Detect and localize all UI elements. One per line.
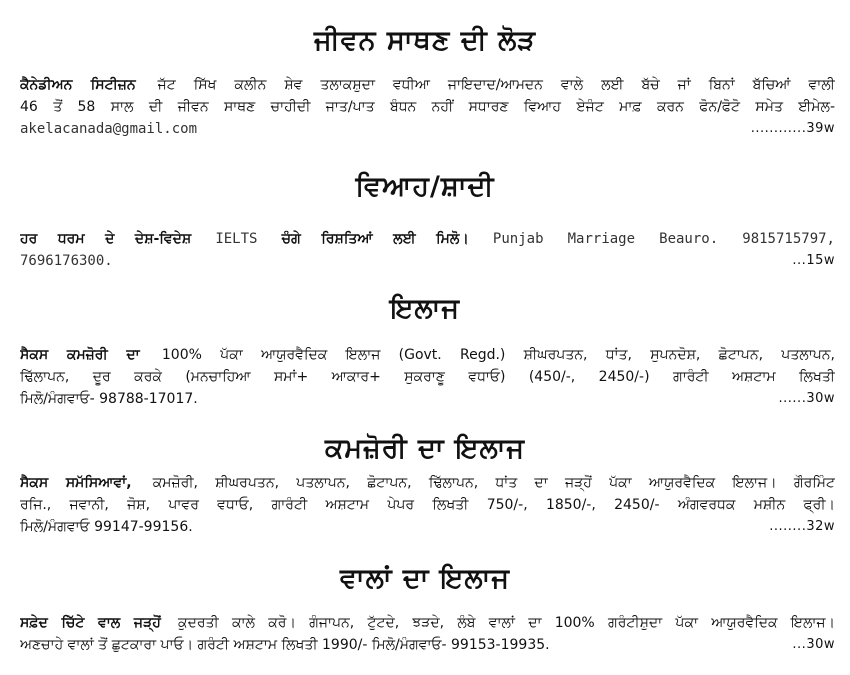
ad-contact: ਅਣਚਾਹੇ ਵਾਲਾਂ ਤੋਂ ਛੁਟਕਾਰਾ ਪਾਓ। ਗਰੰਟੀ ਅਸ਼ਟਾਮ ਲਿਖਤੀ 1990/- ਮਿਲੋ/ਮੰਗਵਾਓ- 99153-19935. — [20, 637, 550, 653]
ad-line: 100% ਪੱਕਾ ਆਯੁਰਵੈਦਿਕ ਇਲਾਜ (Govt. Regd.) ਸ਼ੀਘਰਪਤਨ, ਧਾਂਤ, ਸੁਪਨਦੋਸ਼, ਛੋਟਾਪਨ, ਪਤਲਾਪਨ, — [161, 347, 835, 363]
ad-line: ਕਮਜ਼ੋਰੀ, ਸ਼ੀਘਰਪਤਨ, ਪਤਲਾਪਨ, ਛੋਟਾਪਨ, ਢਿੱਲਾਪਨ, ਧਾਂਤ ਦਾ ਜੜ੍ਹੋਂ ਪੱਕਾ ਆਯੁਰਵੈਦਿਕ ਇਲਾਜ। ਗੌਰਮਿੰਟ — [152, 475, 835, 491]
section-heading-marriage: ਵਿਆਹ/ਸ਼ਾਦੀ — [355, 171, 495, 202]
ad-text: IELTS — [215, 231, 258, 247]
ad-lead: ਕੈਨੇਡੀਅਨ ਸਿਟੀਜ਼ਨ — [20, 77, 136, 93]
ad-ref-code: ......30w — [778, 391, 835, 406]
ad-marriage — [20, 228, 835, 272]
ad-lead: ਸਫ਼ੇਦ ਚਿੱਟੇ ਵਾਲ ਜੜ੍ਹੋਂ — [20, 615, 161, 631]
section-heading-hair-treatment: ਵਾਲਾਂ ਦਾ ਇਲਾਜ — [340, 563, 510, 594]
email-link[interactable]: akelacanada@gmail.com — [20, 121, 198, 137]
section-heading-weakness-treatment: ਕਮਜ਼ੋਰੀ ਦਾ ਇਲਾਜ — [324, 433, 526, 464]
ad-life-partner — [20, 74, 835, 140]
ad-hair-treatment — [20, 612, 835, 656]
ad-lead: ਹਰ ਧਰਮ ਦੇ ਦੇਸ਼-ਵਿਦੇਸ਼ — [20, 231, 192, 247]
ad-text: ਚੰਗੇ ਰਿਸ਼ਤਿਆਂ ਲਈ ਮਿਲੋ। — [281, 231, 469, 247]
ad-weakness-treatment — [20, 472, 835, 538]
phone-number: 7696176300. — [20, 253, 113, 269]
ad-contact: ਮਿਲੋ/ਮੰਗਵਾਓ- 98788-17017. — [20, 391, 198, 407]
section-heading-treatment: ਇਲਾਜ — [389, 293, 461, 324]
ad-line: 46 ਤੋਂ 58 ਸਾਲ ਦੀ ਜੀਵਨ ਸਾਥਣ ਚਾਹੀਦੀ ਜਾਤ/ਪਾਤ ਬੰਧਨ ਨਹੀਂ ਸਧਾਰਣ ਵਿਆਹ ਏਜੰਟ ਮਾਫ਼ ਕਰਨ ਫੋਨ/ਫੋਟੋ ਸਮੇਤ ਈਮੇਲ- — [20, 99, 835, 115]
ad-ref-code: ...15w — [792, 253, 835, 268]
ad-contact: ਮਿਲੋ/ਮੰਗਵਾਓ 99147-99156. — [20, 519, 193, 535]
ad-contact: Punjab Marriage Beauro. 9815715797, — [492, 231, 835, 247]
ad-ref-code: ...30w — [792, 637, 835, 652]
ad-line: ਜੱਟ ਸਿੱਖ ਕਲੀਨ ਸ਼ੇਵ ਤਲਾਕਸ਼ੁਦਾ ਵਧੀਆ ਜਾਇਦਾਦ/ਆਮਦਨ ਵਾਲੇ ਲਈ ਬੱਚੇ ਜਾਂ ਬਿਨਾਂ ਬੱਚਿਆਂ ਵਾਲੀ — [157, 77, 835, 93]
ad-treatment — [20, 344, 835, 410]
section-heading-life-partner: ਜੀਵਨ ਸਾਥਣ ਦੀ ਲੋੜ — [313, 25, 537, 56]
ad-ref-code: ............39w — [750, 121, 835, 136]
ad-line: ਕੁਦਰਤੀ ਕਾਲੇ ਕਰੋ। ਗੰਜਾਪਨ, ਟੁੱਟਦੇ, ਝੜਦੇ, ਲੰਬੇ ਵਾਲਾਂ ਦਾ 100% ਗਰੰਟੀਸ਼ੁਦਾ ਪੱਕਾ ਆਯੁਰਵੈਦਿਕ ਇਲਾਜ। — [178, 615, 835, 631]
ad-line: ਰਜਿ., ਜਵਾਨੀ, ਜੋਸ਼, ਪਾਵਰ ਵਧਾਓ, ਗਾਰੰਟੀ ਅਸ਼ਟਾਮ ਪੇਪਰ ਲਿਖਤੀ 750/-, 1850/-, 2450/- ਅੰਗਵਰਧਕ ਮਸ਼ੀਨ ਫ੍ਰੀ। — [20, 497, 835, 513]
ad-ref-code: ........32w — [769, 519, 835, 534]
ad-lead: ਸੈਕਸ ਸਮੱਸਿਆਵਾਂ, — [20, 475, 132, 491]
ad-lead: ਸੈਕਸ ਕਮਜ਼ੋਰੀ ਦਾ — [20, 347, 140, 363]
ad-line: ਢਿੱਲਾਪਨ, ਦੂਰ ਕਰਕੇ (ਮਨਚਾਹਿਆ ਸਮਾਂ+ ਆਕਾਰ+ ਸੁਕਰਾਣੂ ਵਧਾਓ) (450/-, 2450/-) ਗਾਰੰਟੀ ਅਸ਼ਟਾਮ ਲਿਖਤੀ — [20, 369, 835, 385]
